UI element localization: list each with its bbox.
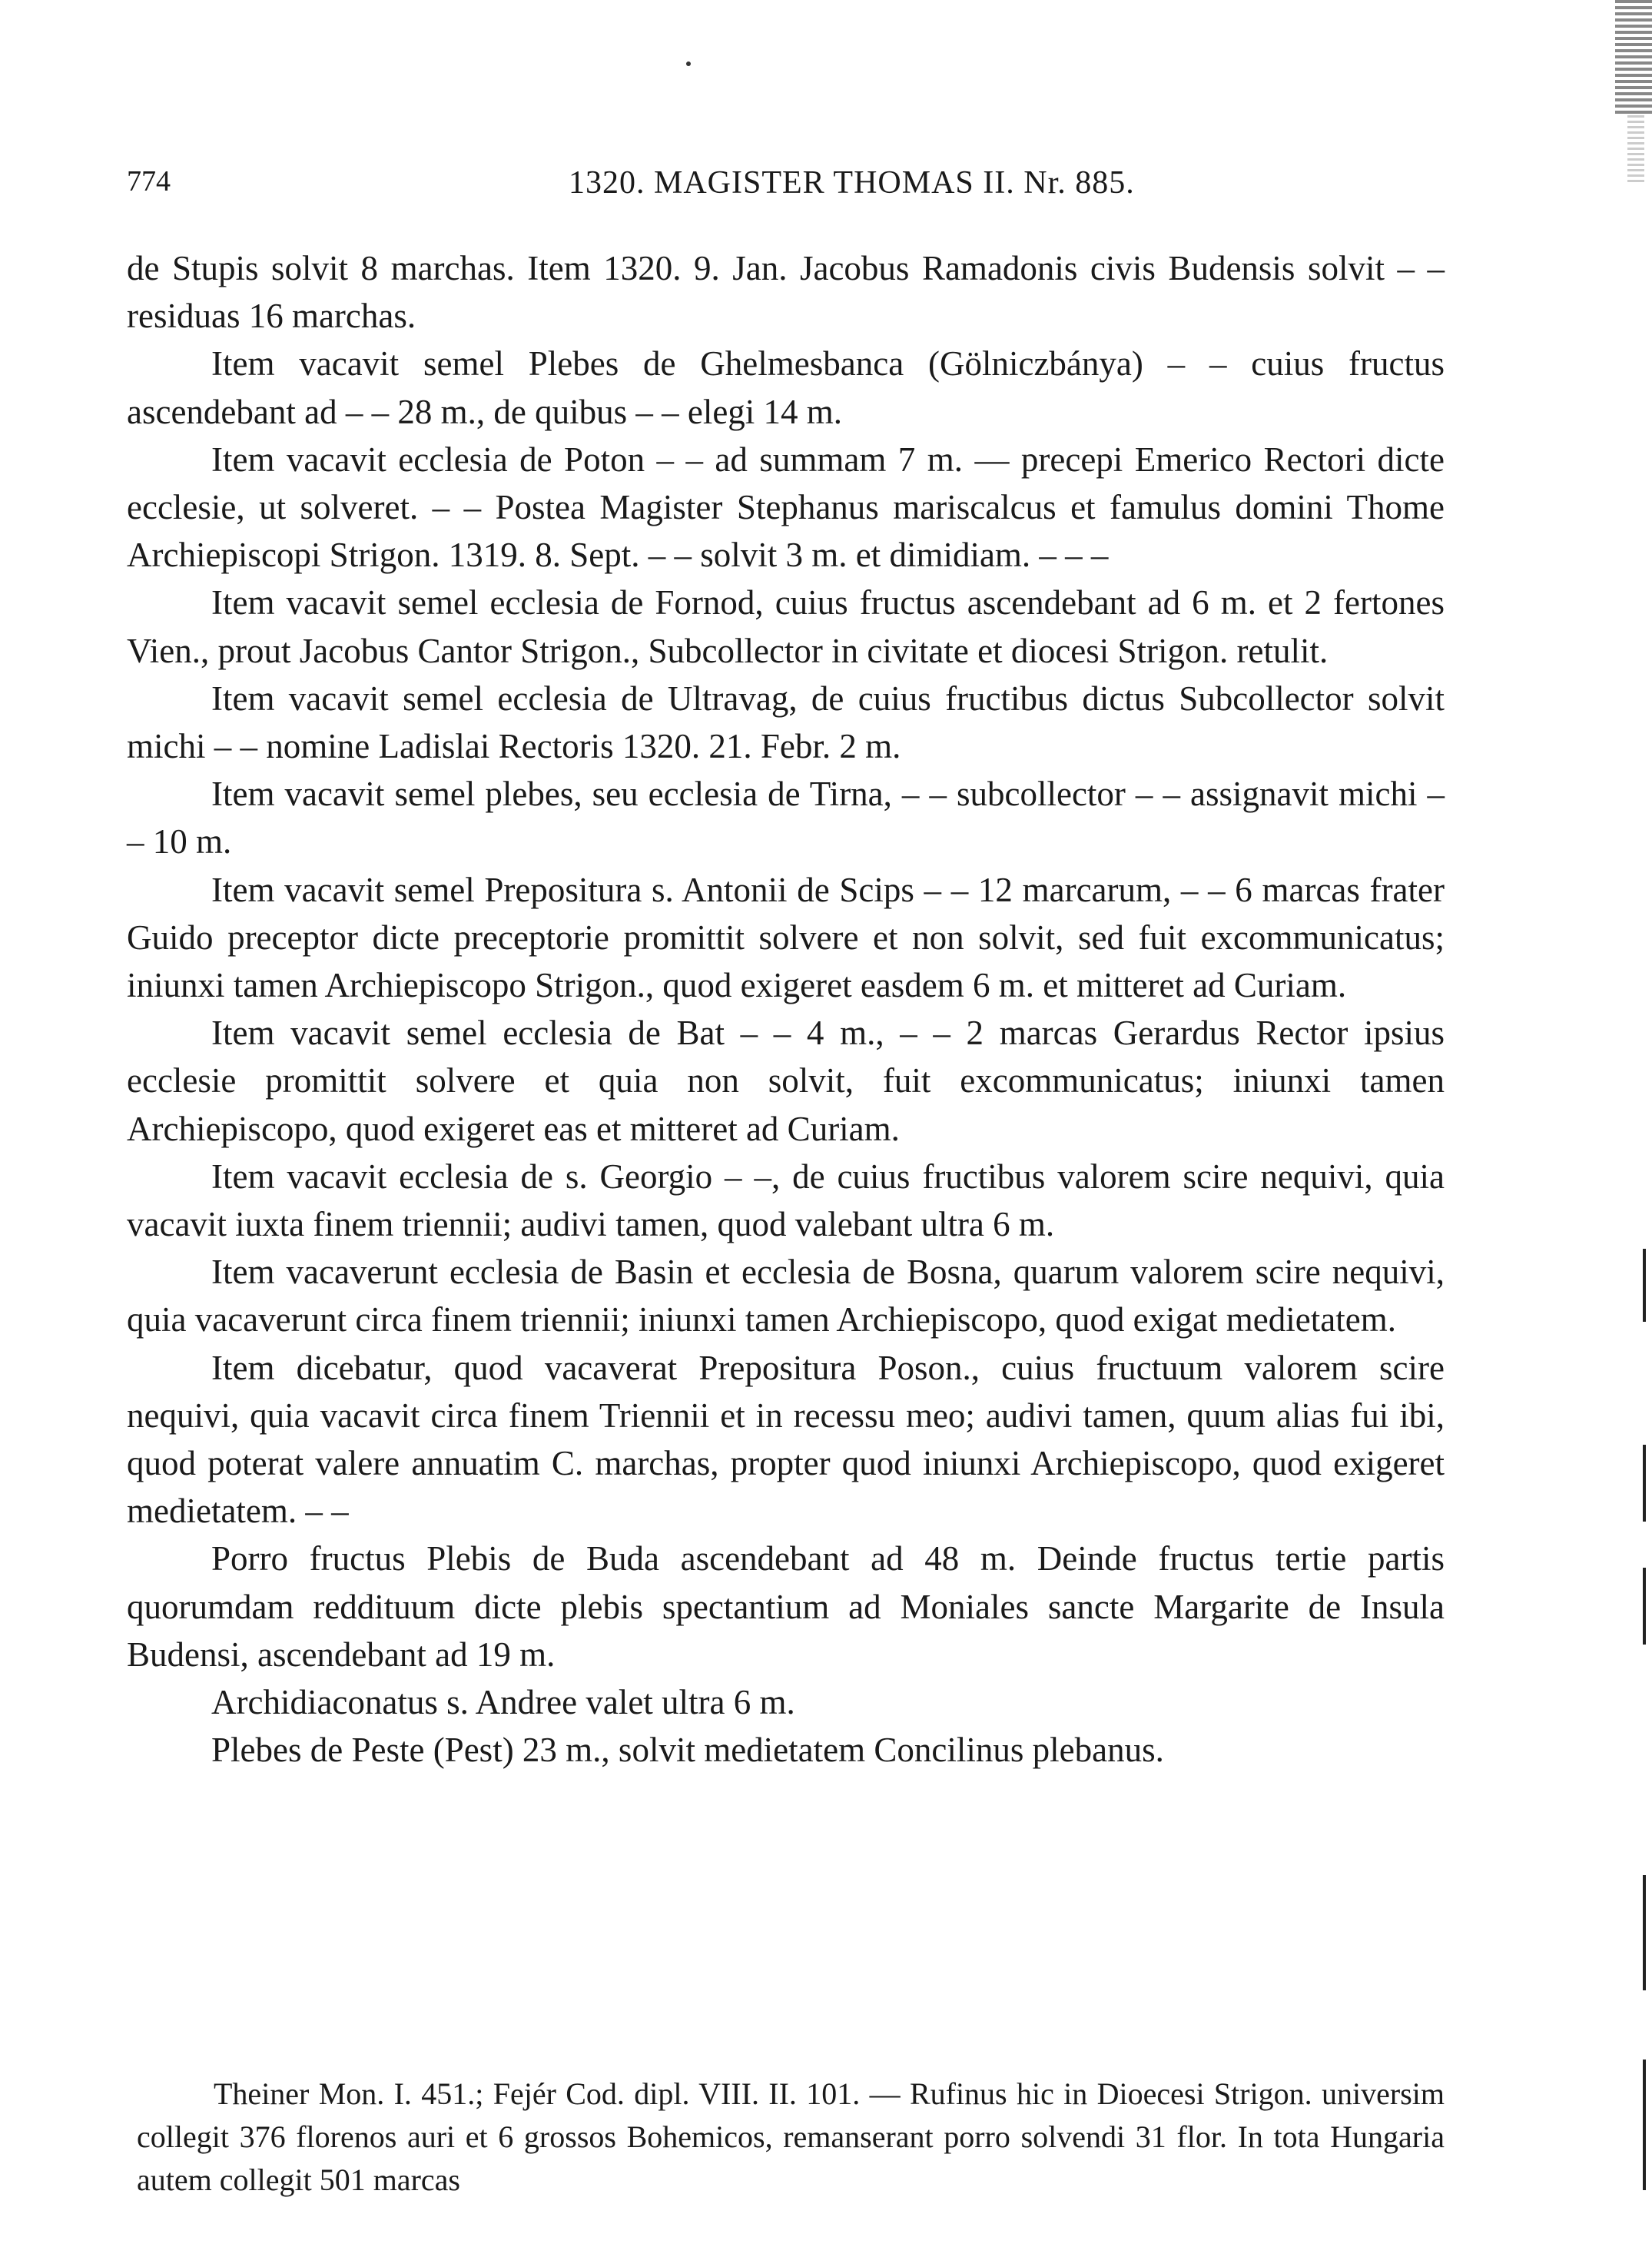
margin-mark (1643, 1249, 1646, 1322)
paragraph: Archidiaconatus s. Andree valet ultra 6 m. (211, 1683, 795, 1722)
paragraph: Porro fructus Plebis de Buda ascendebant ad 48 m. Deinde fructus tertie partis quorumdam reddituum dicte plebis spectantium ad Moniales sancte Margarite de Insula Budensi, ascendebant ad 19 m. (127, 1539, 1445, 1674)
margin-mark (1643, 1568, 1646, 1645)
paragraph: Plebes de Peste (Pest) 23 m., solvit medietatem Concilinus plebanus. (211, 1731, 1164, 1770)
paragraph: Item vacavit semel ecclesia de Fornod, cuius fructus ascendebant ad 6 m. et 2 fertones Vien., prout Jacobus Cantor Strigon., Subcollector in civitate et diocesi Strigon. retulit. (127, 583, 1445, 670)
paragraph: Item vacavit semel ecclesia de Ultravag, de cuius fructibus dictus Subcollector solvit michi – – nomine Ladislai Rectoris 1320. 21. Febr. 2 m. (127, 679, 1445, 766)
scan-edge-marker (1615, 0, 1652, 115)
margin-mark (1643, 1875, 1646, 1990)
scan-speck (686, 61, 691, 66)
scan-edge-marker-lower (1627, 115, 1644, 184)
page-number: 774 (127, 165, 171, 197)
margin-mark (1643, 2060, 1646, 2190)
running-title: 1320. MAGISTER THOMAS II. Nr. 885. (569, 165, 1135, 201)
paragraph: Item vacavit semel Prepositura s. Antonii de Scips – – 12 marcarum, – – 6 marcas frater Guido preceptor dicte preceptorie promittit solvere et non solvit, sed fuit excommunicatus; iniunxi tamen Archiepiscopo Strigon., quod exigeret easdem 6 m. et mitteret ad Curiam. (127, 870, 1445, 1005)
paragraph: Item vacavit ecclesia de s. Georgio – –, de cuius fructibus valorem scire nequivi, quia vacavit iuxta finem triennii; audivi tamen, quod valebant ultra 6 m. (127, 1157, 1445, 1244)
footnote-text: Theiner Mon. I. 451.; Fejér Cod. dipl. VIII. II. 101. — Rufinus hic in Dioecesi Strigon. universim collegit 376 florenos auri et 6 grossos Bohemicos, remanserant porro solvendi 31 flor. In tota Hungaria autem collegit 501 marcas (137, 2076, 1445, 2197)
main-text (127, 244, 1445, 1774)
paragraph: Item vacavit semel plebes, seu ecclesia de Tirna, – – subcollector – – assignavit michi – – 10 m. (127, 775, 1445, 861)
paragraph: Item dicebatur, quod vacaverat Prepositura Poson., cuius fructuum valorem scire nequivi, quia vacavit circa finem Triennii et in recessu meo; audivi tamen, quum alias fui ibi, quod poterat valere annuatim C. marchas, propter quod iniunxi Archiepiscopo, quod exigeret medietatem. – – (127, 1348, 1445, 1531)
footnote (137, 2073, 1445, 2202)
paragraph: Item vacaverunt ecclesia de Basin et ecclesia de Bosna, quarum valorem scire nequivi, quia vacaverunt circa finem triennii; iniunxi tamen Archiepiscopo, quod exigat medietatem. (127, 1253, 1445, 1339)
paragraph: Item vacavit ecclesia de Poton – – ad summam 7 m. — precepi Emerico Rectori dicte ecclesie, ut solveret. – – Postea Magister Stephanus mariscalcus et famulus domini Thome Archiepiscopi Strigon. 1319. 8. Sept. – – solvit 3 m. et dimidiam. – – – (127, 440, 1445, 575)
paragraph: Item vacavit semel Plebes de Ghelmesbanca (Gölniczbánya) – – cuius fructus ascendebant ad – – 28 m., de quibus – – elegi 14 m. (127, 344, 1445, 431)
paragraph: de Stupis solvit 8 marchas. Item 1320. 9. Jan. Jacobus Ramadonis civis Budensis solvit – – residuas 16 marchas. (127, 249, 1445, 336)
paragraph: Item vacavit semel ecclesia de Bat – – 4 m., – – 2 marcas Gerardus Rector ipsius ecclesie promittit solvere et quia non solvit, fuit excommunicatus; iniunxi tamen Archiepiscopo, quod exigeret eas et mitteret ad Curiam. (127, 1014, 1445, 1148)
margin-mark (1643, 1445, 1646, 1522)
page-header (127, 164, 1445, 211)
